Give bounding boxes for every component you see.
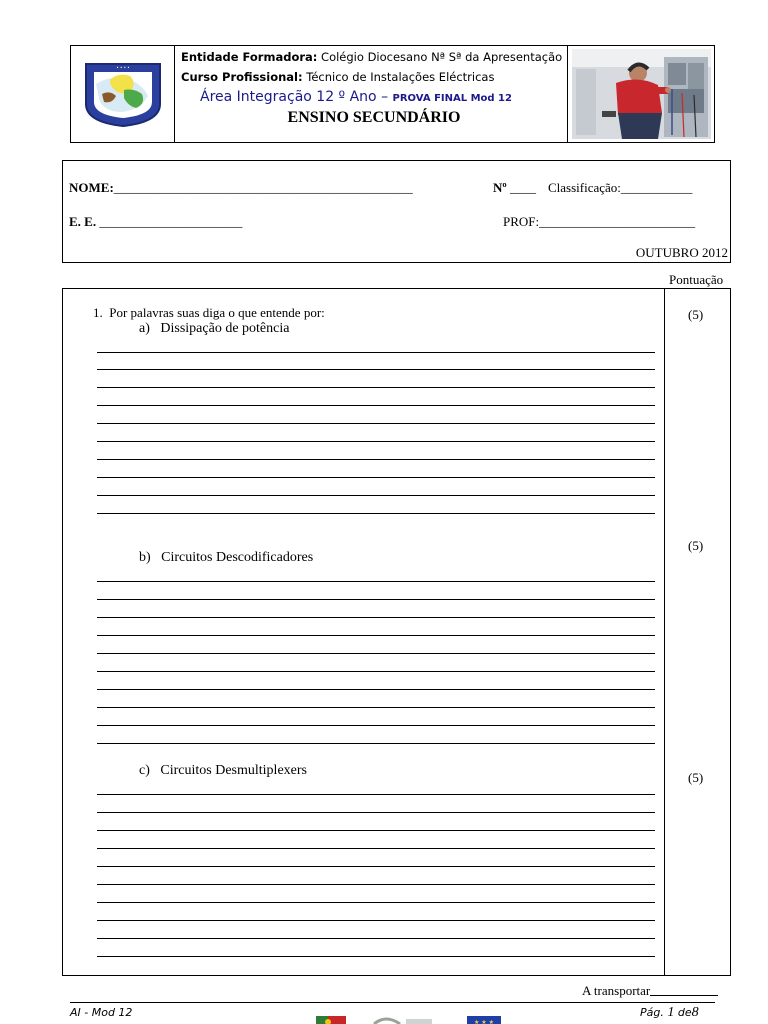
answer-line	[97, 902, 655, 903]
answer-line	[97, 495, 655, 496]
classificacao-label: Classificação:	[548, 180, 621, 195]
answer-line	[97, 866, 655, 867]
header-info	[175, 46, 567, 142]
question-1	[93, 305, 325, 321]
carry-over	[582, 983, 718, 999]
nome-field[interactable]: ______________________________________________	[113, 180, 413, 195]
footer-rule	[70, 1002, 715, 1003]
svg-text:★ ★ ★: ★ ★ ★	[474, 1019, 494, 1024]
item-b-score: (5)	[688, 538, 704, 553]
answer-line	[97, 352, 655, 353]
page-current: 1	[667, 1005, 675, 1020]
item-c-letter: c)	[139, 763, 150, 778]
answer-line	[97, 513, 655, 514]
answer-line	[97, 794, 655, 795]
item-b	[139, 550, 313, 566]
answer-line	[97, 405, 655, 406]
answer-line	[97, 617, 655, 618]
answer-line	[97, 938, 655, 939]
carry-over-label: A transportar	[582, 983, 651, 998]
score-column-header: Pontuação	[669, 272, 724, 287]
answer-line	[97, 812, 655, 813]
answer-line	[97, 653, 655, 654]
eu-flag-icon	[467, 1016, 501, 1024]
exam-date: OUTUBRO 2012	[635, 245, 728, 260]
item-a-text: Dissipação de potência	[160, 321, 290, 336]
score-column-divider	[664, 289, 665, 975]
area-title: Área Integração 12 º Ano –	[200, 89, 389, 105]
answer-line	[97, 599, 655, 600]
answer-line	[97, 423, 655, 424]
portugal-flag-icon	[316, 1016, 346, 1024]
prova-label: PROVA FINAL Mod 12	[392, 93, 512, 104]
answer-line	[97, 459, 655, 460]
answer-line	[97, 920, 655, 921]
question-box	[62, 288, 731, 976]
nome-label: NOME:	[69, 180, 114, 195]
program-logo-icon	[372, 1016, 434, 1024]
answer-line	[97, 848, 655, 849]
numero-field[interactable]: ____	[509, 180, 536, 195]
answer-line	[97, 477, 655, 478]
question-prompt: Por palavras suas diga o que entende por:	[109, 305, 325, 320]
ensino-title: ENSINO SECUNDÁRIO	[287, 109, 461, 126]
answer-line	[97, 689, 655, 690]
page-of: de	[677, 1006, 692, 1019]
ee-label: E. E.	[69, 214, 97, 229]
answer-line	[97, 743, 655, 744]
item-c-text: Circuitos Desmultiplexers	[160, 763, 307, 778]
prof-field[interactable]: ________________________	[539, 214, 696, 229]
item-c-score: (5)	[688, 770, 704, 785]
student-identification-box	[62, 160, 731, 263]
ee-field[interactable]: ______________________	[99, 214, 243, 229]
answer-line	[97, 884, 655, 885]
page-prefix: Pág.	[640, 1006, 664, 1019]
header-photo-cell	[567, 46, 714, 142]
answer-line	[97, 725, 655, 726]
item-a	[139, 321, 289, 337]
item-a-score: (5)	[688, 307, 704, 322]
entidade-label: Entidade Formadora:	[181, 50, 318, 64]
school-logo-cell	[71, 46, 175, 142]
answer-line	[97, 581, 655, 582]
answer-line	[97, 369, 655, 370]
question-number: 1.	[93, 305, 103, 320]
numero-label: Nº	[493, 180, 507, 195]
answer-line	[97, 387, 655, 388]
page-number	[640, 1005, 699, 1021]
item-c	[139, 763, 307, 779]
answer-line	[97, 707, 655, 708]
answer-line	[97, 441, 655, 442]
svg-text:• • • •: • • • •	[115, 65, 130, 70]
answer-line	[97, 635, 655, 636]
school-crest-icon	[82, 60, 164, 128]
answer-line	[97, 671, 655, 672]
curso-value: Técnico de Instalações Eléctricas	[306, 70, 495, 84]
answer-line	[97, 830, 655, 831]
carry-over-field[interactable]	[650, 995, 718, 996]
prof-label: PROF:	[503, 214, 540, 229]
item-b-text: Circuitos Descodificadores	[161, 550, 314, 565]
curso-label: Curso Profissional:	[181, 70, 303, 84]
document-header	[70, 45, 715, 143]
entidade-value: Colégio Diocesano Nª Sª da Apresentação	[321, 50, 563, 64]
page-total: 8	[691, 1005, 699, 1020]
footer-module: AI - Mod 12	[70, 1006, 133, 1019]
item-b-letter: b)	[139, 550, 151, 565]
item-a-letter: a)	[139, 321, 150, 336]
electrician-photo	[572, 49, 711, 139]
classificacao-field[interactable]: ___________	[620, 180, 693, 195]
answer-line	[97, 956, 655, 957]
